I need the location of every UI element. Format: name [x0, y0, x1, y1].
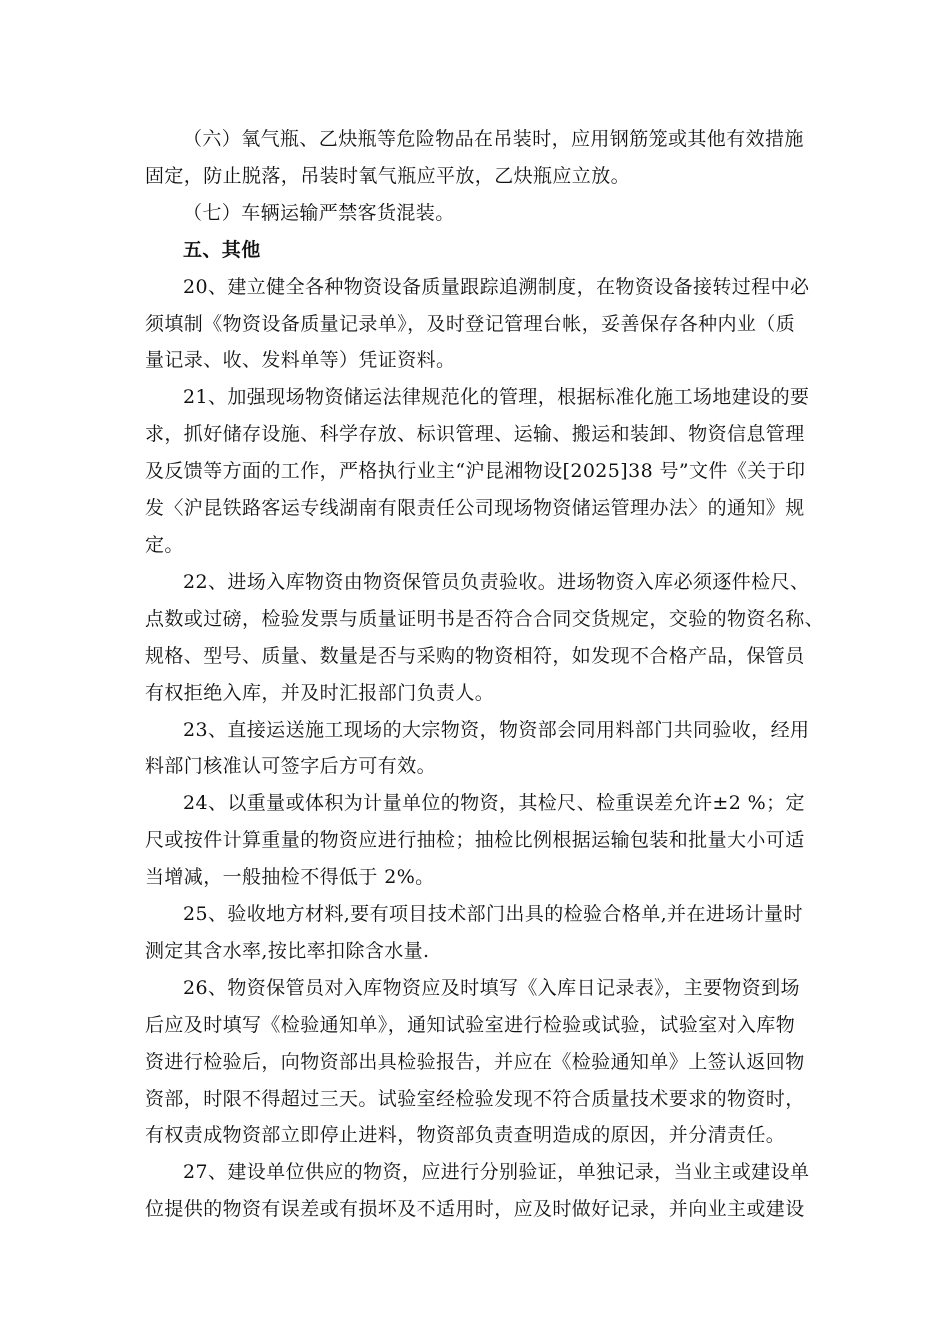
paragraph-22: [145, 564, 825, 712]
text-line: 有权责成物资部立即停止进料，物资部负责查明造成的原因，并分清责任。: [145, 1124, 786, 1147]
text-line: 固定，防止脱落，吊装时氧气瓶应平放，乙炔瓶应立放。: [145, 164, 631, 187]
paragraph-23: [145, 712, 813, 786]
paragraph-item-7: [145, 195, 813, 232]
text-line: 24、以重量或体积为计量单位的物资，其检尺、检重误差允许±2 %；定: [183, 792, 805, 815]
text-line: 位提供的物资有误差或有损坏及不适用时，应及时做好记录，并向业主或建设: [145, 1198, 805, 1221]
paragraph-21: [145, 379, 813, 564]
text-line: 定。: [145, 533, 184, 556]
text-line: 当增减，一般抽检不得低于 2%。: [145, 866, 435, 889]
text-line: 资进行检验后，向物资部出具检验报告，并应在《检验通知单》上签认返回物: [145, 1050, 805, 1073]
text-line: 25、验收地方材料,要有项目技术部门出具的检验合格单,并在进场计量时: [183, 903, 803, 926]
text-line: 测定其含水率,按比率扣除含水量.: [145, 939, 430, 962]
section-heading-other: [145, 232, 813, 269]
heading-text: 五、其他: [183, 238, 261, 261]
text-line: 须填制《物资设备质量记录单》，及时登记管理台帐，妥善保存各种内业（质: [145, 312, 796, 335]
document-body: [145, 121, 825, 1228]
paragraph-20: [145, 269, 813, 380]
text-line: （六）氧气瓶、乙炔瓶等危险物品在吊装时，应用钢筋笼或其他有效措施: [183, 128, 804, 150]
text-line: 26、物资保管员对入库物资应及时填写《入库日记录表》，主要物资到场: [183, 976, 800, 999]
text-line: 规格、型号、质量、数量是否与采购的物资相符，如发现不合格产品，保管员: [145, 644, 805, 667]
paragraph-item-6: [145, 121, 813, 195]
text-line: 点数或过磅，检验发票与质量证明书是否符合合同交货规定，交验的物资名称、: [145, 607, 825, 630]
text-line: 27、建设单位供应的物资，应进行分别验证，单独记录，当业主或建设单: [183, 1161, 810, 1184]
text-line: （七）车辆运输严禁客货混装。: [183, 201, 455, 224]
text-line: 料部门核准认可签字后方可有效。: [145, 755, 437, 778]
paragraph-24: [145, 785, 813, 896]
text-line: 尺或按件计算重量的物资应进行抽检；抽检比例根据运输包装和批量大小可适: [145, 829, 805, 852]
text-line: 量记录、收、发料单等）凭证资料。: [145, 349, 456, 372]
text-line: 22、进场入库物资由物资保管员负责验收。进场物资入库必须逐件检尺、: [183, 570, 810, 593]
text-line: 求，抓好储存设施、科学存放、标识管理、运输、搬运和装卸、物资信息管理: [145, 423, 805, 446]
text-line: 21、加强现场物资储运法律规范化的管理，根据标准化施工场地建设的要: [183, 386, 810, 409]
paragraph-26: [145, 970, 813, 1155]
text-line: 23、直接运送施工现场的大宗物资，物资部会同用料部门共同验收，经用: [183, 718, 810, 741]
text-line: 资部，时限不得超过三天。试验室经检验发现不符合质量技术要求的物资时，: [145, 1087, 805, 1110]
paragraph-25: [145, 896, 813, 970]
text-line: 20、建立健全各种物资设备质量跟踪追溯制度，在物资设备接转过程中必: [183, 275, 810, 298]
text-line: 后应及时填写《检验通知单》，通知试验室进行检验或试验，试验室对入库物: [145, 1013, 796, 1036]
text-line: 发〈沪昆铁路客运专线湖南有限责任公司现场物资储运管理办法〉的通知》规: [145, 497, 805, 520]
text-line: 有权拒绝入库，并及时汇报部门负责人。: [145, 681, 495, 704]
paragraph-27: [145, 1154, 813, 1228]
text-line: 及反馈等方面的工作，严格执行业主“沪昆湘物设[2025]38 号”文件《关于印: [145, 460, 806, 483]
